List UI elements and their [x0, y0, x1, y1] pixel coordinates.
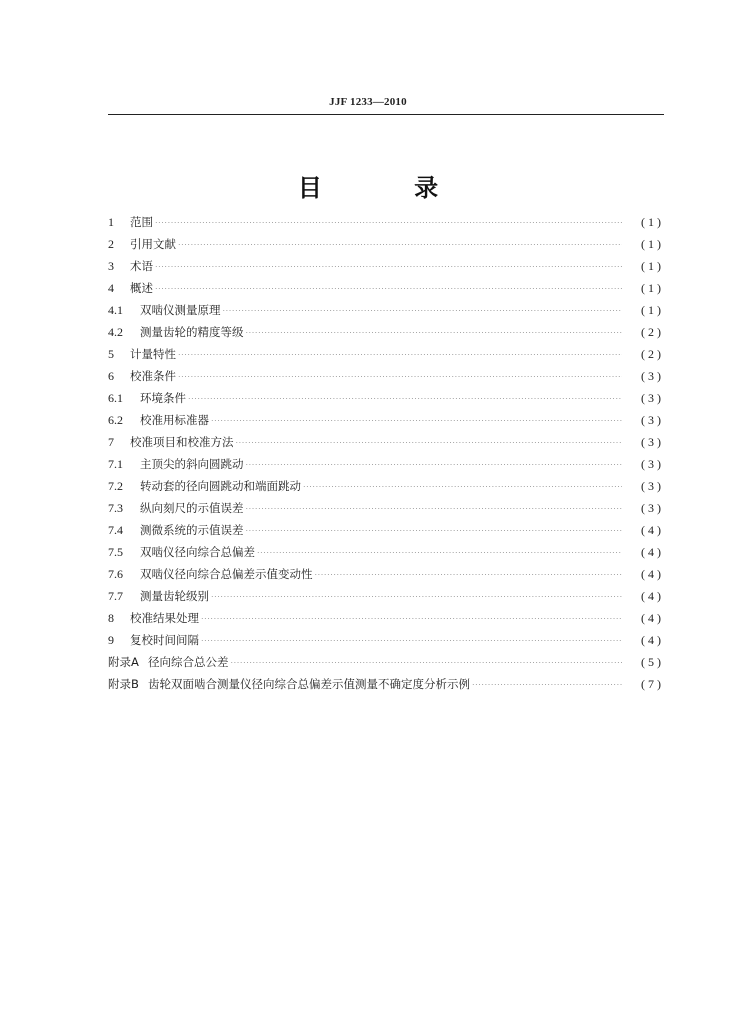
toc-dot-leader: [236, 433, 623, 443]
toc-entry[interactable]: [108, 541, 664, 563]
toc-dot-leader: [211, 587, 622, 597]
toc-entry-number: 4: [108, 281, 114, 295]
toc-entry[interactable]: [108, 431, 664, 453]
toc-dot-leader: [231, 653, 623, 663]
toc-dot-leader: [178, 235, 622, 245]
toc-entry-page: (3): [641, 479, 664, 493]
toc-entry-number: 6.2: [108, 413, 123, 427]
toc-entry-number: 7.3: [108, 501, 123, 515]
toc-entry-page: (4): [641, 611, 664, 625]
toc-entry-page: (4): [641, 545, 664, 559]
toc-dot-leader: [211, 411, 622, 421]
toc-entry[interactable]: [108, 629, 664, 651]
toc-entry-title: 齿轮双面啮合测量仪径向综合总偏差示值测量不确定度分析示例: [148, 677, 470, 691]
toc-entry[interactable]: [108, 365, 664, 387]
toc-entry[interactable]: [108, 673, 664, 695]
toc-entry-title: 概述: [130, 281, 153, 295]
toc-entry-page: (1): [641, 281, 664, 295]
table-of-contents: [108, 211, 664, 695]
toc-entry-number: 7.5: [108, 545, 123, 559]
toc-entry[interactable]: [108, 321, 664, 343]
toc-entry[interactable]: [108, 519, 664, 541]
toc-entry-title: 引用文献: [130, 237, 176, 251]
toc-entry-number: 4.2: [108, 325, 123, 339]
toc-entry-number: 附录B: [108, 677, 139, 691]
toc-dot-leader: [246, 521, 623, 531]
toc-entry-title: 环境条件: [140, 391, 186, 405]
toc-entry-number: 2: [108, 237, 114, 251]
toc-dot-leader: [201, 609, 622, 619]
toc-entry-title: 计量特性: [130, 347, 176, 361]
toc-entry[interactable]: [108, 211, 664, 233]
toc-entry-number: 9: [108, 633, 114, 647]
toc-entry-page: (1): [641, 237, 664, 251]
toc-entry-number: 7.7: [108, 589, 123, 603]
toc-entry-number: 7: [108, 435, 114, 449]
toc-dot-leader: [155, 213, 622, 223]
toc-entry-number: 附录A: [108, 655, 139, 669]
toc-entry[interactable]: [108, 651, 664, 673]
toc-dot-leader: [178, 345, 622, 355]
toc-entry-page: (2): [641, 347, 664, 361]
toc-dot-leader: [246, 323, 623, 333]
toc-entry-number: 6.1: [108, 391, 123, 405]
toc-entry[interactable]: [108, 563, 664, 585]
toc-entry-number: 7.6: [108, 567, 123, 581]
toc-dot-leader: [223, 301, 623, 311]
toc-dot-leader: [303, 477, 622, 487]
toc-entry[interactable]: [108, 607, 664, 629]
toc-entry-title: 校准条件: [130, 369, 176, 383]
toc-entry-page: (4): [641, 633, 664, 647]
toc-dot-leader: [201, 631, 622, 641]
toc-entry[interactable]: [108, 409, 664, 431]
toc-entry-page: (4): [641, 567, 664, 581]
toc-dot-leader: [155, 279, 622, 289]
toc-entry[interactable]: [108, 299, 664, 321]
standard-code-header: JJF 1233—2010: [329, 96, 407, 108]
toc-entry-title: 术语: [130, 259, 153, 273]
toc-entry-page: (3): [641, 413, 664, 427]
toc-entry-page: (3): [641, 501, 664, 515]
toc-entry[interactable]: [108, 475, 664, 497]
toc-entry-number: 5: [108, 347, 114, 361]
toc-entry-page: (5): [641, 655, 664, 669]
toc-entry-number: 1: [108, 215, 114, 229]
toc-entry-title: 双啮仪径向综合总偏差示值变动性: [140, 567, 313, 581]
toc-dot-leader: [315, 565, 623, 575]
toc-entry[interactable]: [108, 255, 664, 277]
toc-dot-leader: [178, 367, 622, 377]
toc-entry-page: (3): [641, 369, 664, 383]
toc-entry-title: 校准结果处理: [130, 611, 199, 625]
toc-entry-page: (4): [641, 589, 664, 603]
toc-entry-page: (2): [641, 325, 664, 339]
toc-entry[interactable]: [108, 453, 664, 475]
toc-entry[interactable]: [108, 585, 664, 607]
toc-entry-page: (1): [641, 215, 664, 229]
toc-entry[interactable]: [108, 233, 664, 255]
toc-entry-number: 6: [108, 369, 114, 383]
toc-dot-leader: [246, 455, 623, 465]
toc-entry-number: 8: [108, 611, 114, 625]
toc-entry-number: 4.1: [108, 303, 123, 317]
toc-entry-number: 7.4: [108, 523, 123, 537]
toc-entry-title: 范围: [130, 215, 153, 229]
toc-dot-leader: [472, 675, 622, 685]
toc-entry-page: (4): [641, 523, 664, 537]
toc-entry-title: 主顶尖的斜向圆跳动: [140, 457, 244, 471]
toc-entry[interactable]: [108, 387, 664, 409]
toc-entry-page: (3): [641, 435, 664, 449]
toc-entry-title: 测量齿轮级别: [140, 589, 209, 603]
header-rule: [108, 114, 664, 115]
toc-entry-title: 纵向刻尺的示值误差: [140, 501, 244, 515]
toc-entry-page: (3): [641, 391, 664, 405]
toc-entry-title: 校准项目和校准方法: [130, 435, 234, 449]
toc-entry-number: 7.1: [108, 457, 123, 471]
toc-entry[interactable]: [108, 277, 664, 299]
toc-entry-title: 校准用标准器: [140, 413, 209, 427]
toc-entry-title: 径向综合总公差: [148, 655, 229, 669]
toc-entry-page: (3): [641, 457, 664, 471]
toc-entry-page: (7): [641, 677, 664, 691]
toc-entry[interactable]: [108, 497, 664, 519]
toc-dot-leader: [257, 543, 622, 553]
toc-entry-title: 测微系统的示值误差: [140, 523, 244, 537]
toc-dot-leader: [246, 499, 623, 509]
toc-entry-page: (1): [641, 303, 664, 317]
toc-entry-title: 测量齿轮的精度等级: [140, 325, 244, 339]
toc-entry-page: (1): [641, 259, 664, 273]
page-title: 目 录: [297, 174, 481, 202]
toc-entry-number: 7.2: [108, 479, 123, 493]
toc-entry-title: 复校时间间隔: [130, 633, 199, 647]
toc-entry[interactable]: [108, 343, 664, 365]
toc-dot-leader: [155, 257, 622, 267]
toc-entry-title: 双啮仪测量原理: [140, 303, 221, 317]
toc-dot-leader: [188, 389, 622, 399]
toc-entry-title: 双啮仪径向综合总偏差: [140, 545, 255, 559]
toc-entry-number: 3: [108, 259, 114, 273]
toc-entry-title: 转动套的径向圆跳动和端面跳动: [140, 479, 301, 493]
